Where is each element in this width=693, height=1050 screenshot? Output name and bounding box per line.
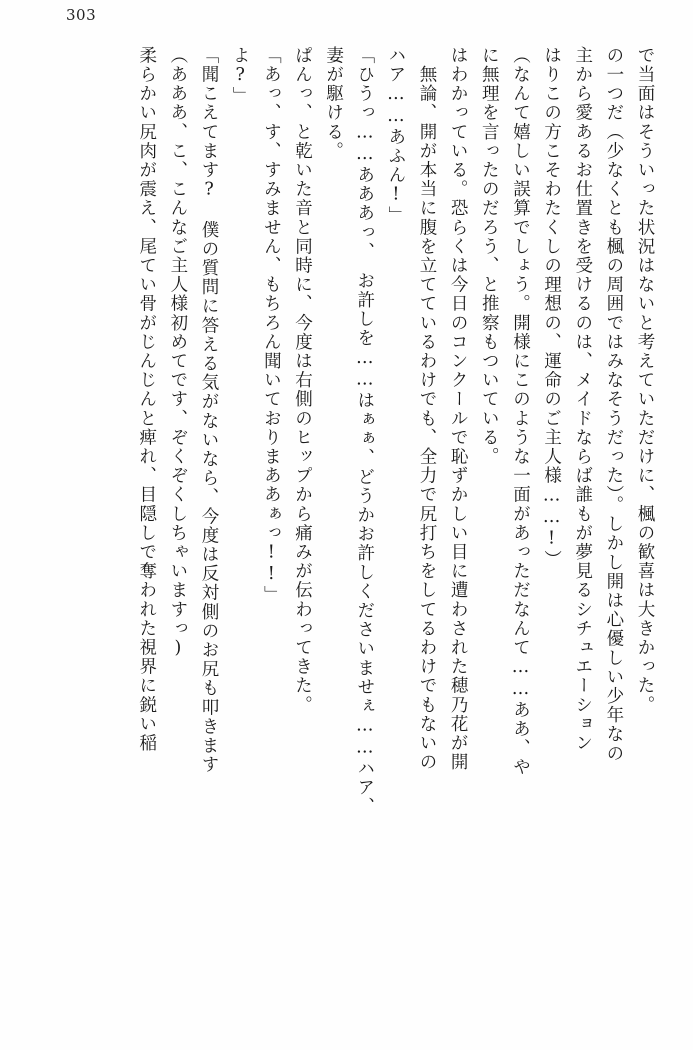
page-number: 303 [66,6,97,24]
paragraph: 主から愛あるお仕置きを受けるのは、メイドならば誰もが夢見るシチュエーション [572,46,593,753]
paragraph: 妻が駆ける。 [323,46,344,161]
paragraph: 柔らかい尻肉が震え、尾てい骨がじんじんと痺れ、目隠しで奪われた視界に鋭い稲 [136,46,157,753]
paragraph: ハア……あふん!」 [385,46,406,226]
paragraph: 「ひうっ……あああっ、 お許しを……はぁぁ、どうかお許しくださいませぇ……ハア、 [354,46,375,817]
paragraph: で当面はそういった状況はないと考えていただけに、楓の歓喜は大きかった。 [635,46,655,715]
body-text-vertical [34,46,660,976]
paragraph: はわかっている。恐らくは今日のコンクールで恥ずかしい目に遭わされた穂乃花が開 [448,46,469,772]
paragraph: よ?」 [230,46,251,106]
paragraph: 無論、開が本当に腹を立てているわけでも、全力で尻打ちをしてるわけでもないの [417,46,438,772]
paragraph: 「あっ、す、すみません、もちろん聞いておりまああぁっ!!」 [261,46,282,605]
paragraph: ぱんっ、と乾いた音と同時に、今度は右側のヒップから痛みが伝わってきた。 [292,46,313,715]
paragraph: 「聞こえてます? 僕の質問に答える気がないなら、今度は反対側のお尻も叩きます [199,46,220,775]
paragraph: に無理を言ったのだろう、と推察もついている。 [479,46,500,467]
paragraph: （なんて嬉しい誤算でしょう。開様にこのような一面があっただなんて……ああ、や [510,46,531,777]
paragraph: はりこの方こそわたくしの理想の、運命のご主人様……!） [541,46,562,570]
paragraph: （あああ、こ、こんなご主人様初めてです、ぞくぞくしちゃいますっ) [167,46,188,660]
paragraph: の一つだ（少なくとも楓の周囲ではみなそうだった）。しかし開は心優しい少年なの [603,46,624,764]
